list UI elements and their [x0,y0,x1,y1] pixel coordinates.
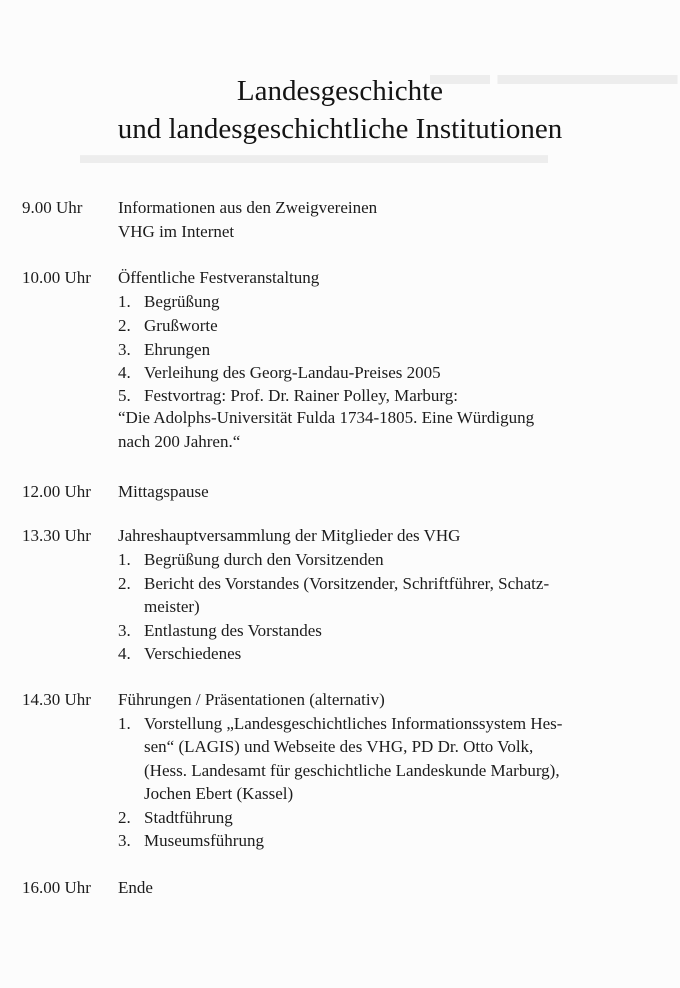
schedule-text: VHG im Internet [118,222,235,241]
schedule-heading: Ende [118,878,153,897]
list-item-number: 2. [118,316,131,335]
list-item-text: Ehrungen [144,340,211,359]
list-item [118,384,458,407]
list-item-number: 4. [118,363,131,382]
list-item-number: 4. [118,644,131,663]
list-item-text: Vorstellung „Landesgeschichtliches Informationssystem Hes- [144,714,563,733]
list-item-number: 2. [118,574,131,593]
schedule-heading: Führungen / Präsentationen (alternativ) [118,690,385,709]
show-through-decoration: ▬▬ ▬▬▬▬▬▬ [430,58,678,91]
list-item-number: 3. [118,340,131,359]
list-item-number: 1. [118,714,131,733]
list-item-text: Stadtführung [144,808,233,827]
list-item [118,806,233,829]
schedule-text: Informationen aus den Zweigvereinen [118,198,378,217]
list-item-continuation: Jochen Ebert (Kassel) [144,784,294,803]
list-item-text: Bericht des Vorstandes (Vorsitzender, Schriftführer, Schatz- [144,574,550,593]
list-item-number: 1. [118,550,131,569]
list-item-number: 3. [118,621,131,640]
schedule-time: 13.30 Uhr [22,526,91,545]
schedule-time: 9.00 Uhr [22,198,83,217]
schedule-time: 16.00 Uhr [22,878,91,897]
list-item-text: Grußworte [144,316,218,335]
list-item-text: Verschiedenes [144,644,242,663]
schedule-heading: Jahreshauptversammlung der Mitglieder des VHG [118,526,461,545]
list-item-continuation: (Hess. Landesamt für geschichtliche Landeskunde Marburg), [144,761,560,780]
lecture-title: nach 200 Jahren.“ [118,432,241,451]
list-item-number: 3. [118,831,131,850]
schedule-heading: Mittagspause [118,482,209,501]
schedule-time: 14.30 Uhr [22,690,91,709]
schedule-heading: Öffentliche Festveranstaltung [118,268,320,287]
list-item-text: Verleihung des Georg-Landau-Preises 2005 [144,363,441,382]
schedule-time: 12.00 Uhr [22,482,91,501]
show-through-decoration: ▬▬▬▬▬▬▬▬▬▬▬▬▬▬▬▬▬▬ [80,140,548,169]
page-title-line-1: Landesgeschichte [236,75,444,107]
list-item-text: Museumsführung [144,831,264,850]
list-item-number: 2. [118,808,131,827]
list-item [118,829,264,852]
list-item-number: 5. [118,386,131,405]
list-item-number: 1. [118,292,131,311]
list-item-continuation: meister) [144,597,200,616]
list-item-text: Begrüßung [144,292,220,311]
lecture-title: “Die Adolphs-Universität Fulda 1734-1805. Eine Würdigung [118,408,535,427]
list-item [118,572,549,595]
schedule-time: 10.00 Uhr [22,268,91,287]
list-item [118,619,322,642]
list-item-text: Entlastung des Vorstandes [144,621,322,640]
list-item-continuation: sen“ (LAGIS) und Webseite des VHG, PD Dr. Otto Volk, [144,737,534,756]
list-item [118,712,562,735]
list-item [118,290,220,313]
list-item-text: Begrüßung durch den Vorsitzenden [144,550,384,569]
list-item-text: Festvortrag: Prof. Dr. Rainer Polley, Marburg: [144,386,458,405]
list-item [118,338,210,361]
page-title-line-2: und landesgeschichtliche Institutionen [117,113,563,145]
list-item [118,642,241,665]
list-item [118,361,441,384]
list-item [118,314,218,337]
list-item [118,548,384,571]
